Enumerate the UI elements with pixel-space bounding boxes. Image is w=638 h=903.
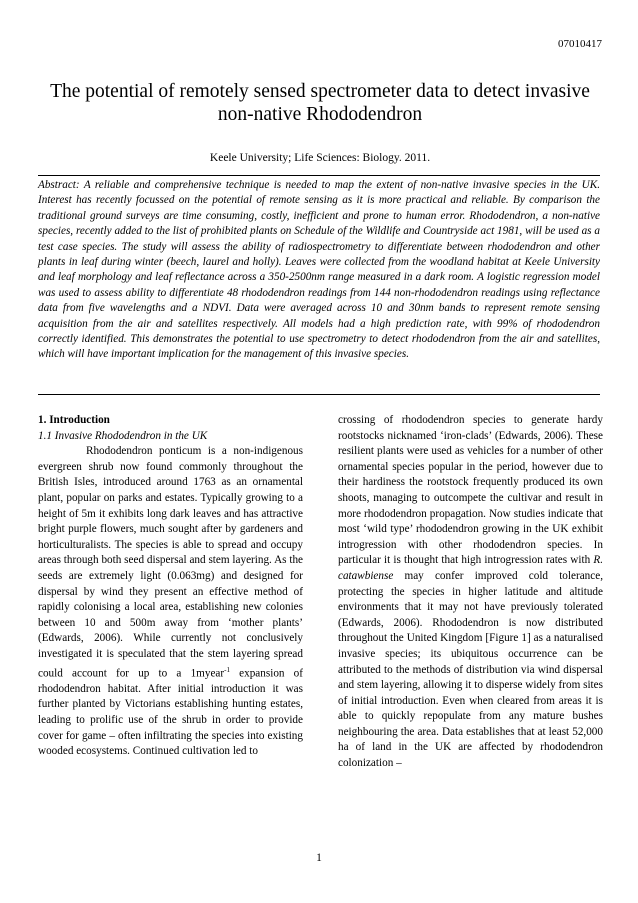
intro-paragraph-right: [338, 413, 603, 772]
right-column: [338, 413, 603, 772]
intro-paragraph-left: [38, 444, 303, 760]
species-name-italic: R. catawbiense: [338, 554, 603, 582]
intro-text-right-part-1: crossing of rhododendron species to generate hardy rootstocks nicknamed ‘iron-clads’ (Edwards, 2006). These resilient plants were used as vehicles for a number of other ornamental species popular in the period, however due to their hardiness the rootstock frequently produced its own shoots, managing to outcompete the cultivar and result in more rhododendron propagation. Now studies indicate that most ‘wild type’ rhododendron growing in the UK exhibit introgression with other rhododendron species. In particular it is thought that high introgression rates with: [338, 414, 603, 567]
affiliation: Keele University; Life Sciences: Biology. 2011.: [209, 152, 431, 164]
section-heading-introduction: 1. Introduction: [38, 414, 110, 426]
abstract-top-rule: [38, 175, 600, 176]
abstract-bottom-rule: [38, 394, 600, 395]
intro-text-right-part-2: may confer improved cold tolerance, protecting the species in higher latitude and altitude environments that it may not have previously tolerated (Edwards, 2006). Rhododendron is now distributed throughout the United Kingdom [Figure 1] as a naturalised invasive species; its ubiquitous occurrence can be attributed to the methods of distribution via wind dispersal and stem layering, allowing it to disperse widely from sites of initial introduction. Even when cleared from areas it is able to quickly repopulate from any mature bushes neighbouring the area. Data establishes that at least 52,000 ha of land in the UK are affected by rhododendron colonization –: [338, 569, 603, 770]
subsection-heading: 1.1 Invasive Rhododendron in the UK: [38, 429, 208, 442]
document-id: 07010417: [558, 38, 602, 50]
abstract: Abstract: A reliable and comprehensive technique is needed to map the extent of non-native invasive species in the UK. Interest has recently focussed on the potential of remote sensing as it is more practical and reliable. By comparison the traditional ground surveys are time consuming, costly, inefficient and prone to human error. Rhododendron, a non-native species, recently added to the list of prohibited plants on Schedule of the Wildlife and Countryside act 1981, will be used as a test case species. The study will assess the ability of radiospectrometry to differentiate between rhododendron and other plants in leaf during winter (beech, laurel and holly). Leaves were collected from the woodland habitat at Keele University and leaf morphology and leaf reflectance across a 350-2500nm range measured in a dark room. A logistic regression model was used to assess ability to differentiate 48 rhododendron readings from 144 non-rhododendron readings using reflectance data from five wavelengths and a NDVI. Data were averaged across 10 and 30nm bands to represent remote sensing acquisition from the air and satellites respectively. All models had a high prediction rate, with 99% of rhododendron correctly identified. This demonstrates the potential to use spectrometry to detect rhododendron from the air and satellites, which will have important implication for the management of this invasive species.: [38, 179, 600, 361]
intro-text-left-part-1: Rhododendron ponticum is a non-indigenous evergreen shrub now found commonly throughout the British Isles, introduced around 1763 as an ornamental plant, popular on parks and estates. Typically growing to a height of 5m it exhibits long dark leaves and has attractive bright purple flowers, much sought after by gardeners and horticulturalists. The species is able to spread and occupy areas through both seed dispersal and stem layering. As the seeds are extremely light (0.063mg) and designed for dispersal by wind they present an effective method of rapidly colonising a local area, establishing new colonies between 10 and 500m away from ‘mother plants’ (Edwards, 2006). While currently not conclusively investigated it is speculated that the stem layering spread could account for up to a 1myear: [38, 445, 303, 680]
paper-title: The potential of remotely sensed spectrometer data to detect invasive non-native Rhododendron: [50, 81, 590, 125]
intro-text-left-part-2: expansion of rhododendron habitat. After initial introduction it was further planted by Victorians establishing hunting estates, leading to prolific use of the shrub in order to provide cover for game – often infiltrating the species into existing wooded ecosystems. Continued cultivation led to: [38, 667, 303, 758]
page-number: 1: [316, 852, 322, 864]
superscript-minus-one: -1: [224, 665, 230, 674]
left-column: [38, 413, 303, 760]
